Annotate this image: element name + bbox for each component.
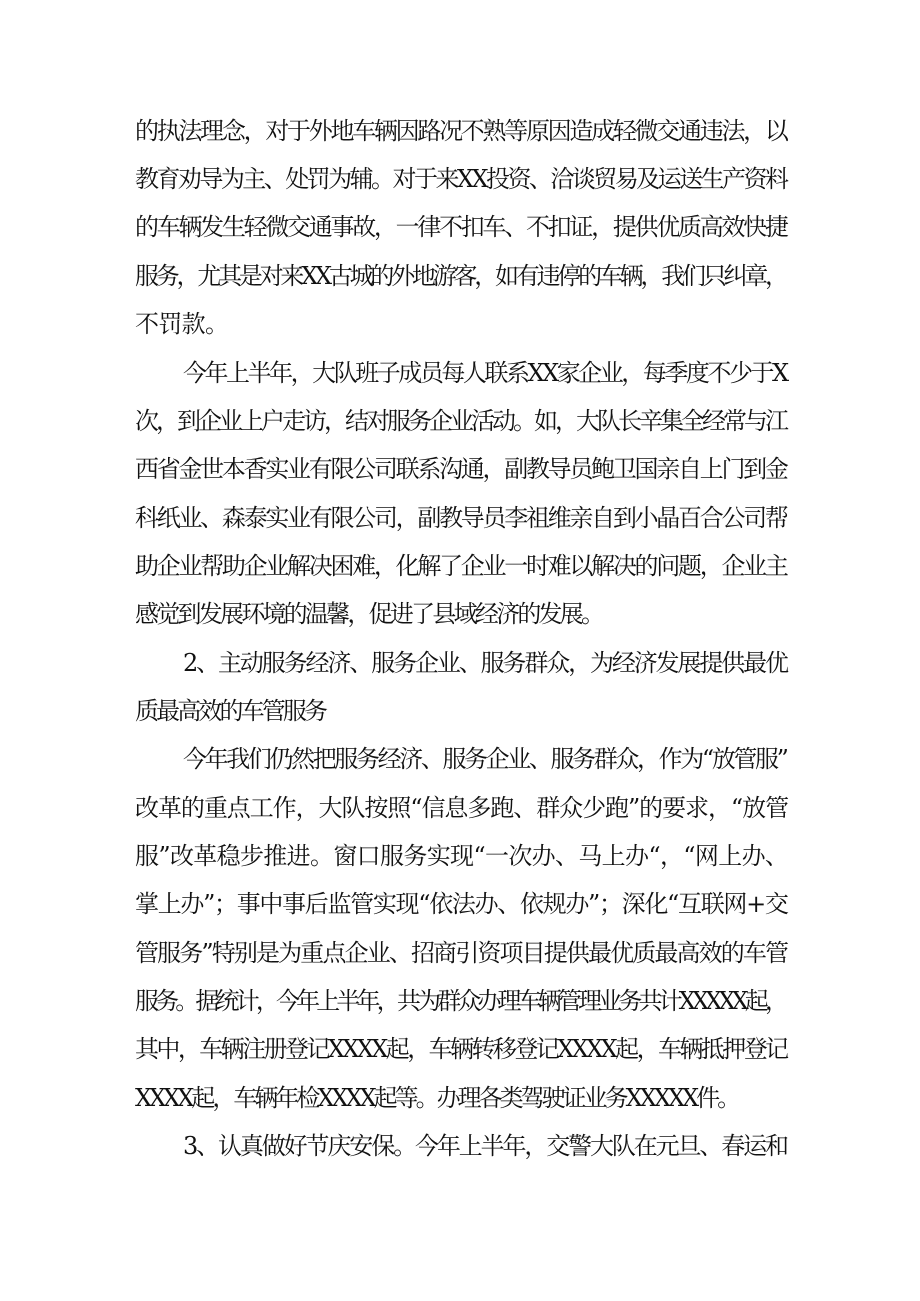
paragraph-line: XXXX起，车辆年检XXXX起等。办理各类驾驶证业务XXXXX件。 bbox=[135, 1084, 739, 1112]
paragraph-line: 的执法理念，对于外地车辆因路况不熟等原因造成轻微交通违法，以 bbox=[135, 117, 787, 145]
section-heading: 质最高效的车管服务 bbox=[135, 697, 326, 725]
paragraph-line: 的车辆发生轻微交通事故，一律不扣车、不扣证，提供优质高效快捷 bbox=[135, 213, 787, 241]
paragraph-line: 服务。据统计，今年上半年，共为群众办理车辆管理业务共计XXXXX起， bbox=[135, 987, 786, 1015]
paragraph-line: 改革的重点工作，大队按照“信息多跑、群众少跑”的要求，“放管 bbox=[135, 794, 789, 822]
section-heading: 2、主动服务经济、服务企业、服务群众，为经济发展提供最优 bbox=[183, 649, 787, 677]
paragraph-line: 感觉到发展环境的温馨，促进了县域经济的发展。 bbox=[135, 600, 603, 628]
paragraph-line: 不罚款。 bbox=[135, 310, 229, 338]
paragraph-line: 管服务”特别是为重点企业、招商引资项目提供最优质最高效的车管 bbox=[135, 939, 788, 967]
paragraph-line: 今年我们仍然把服务经济、服务企业、服务群众，作为“放管服” bbox=[183, 745, 787, 773]
paragraph-line: 科纸业、森泰实业有限公司，副教导员李祖维亲自到小晶百合公司帮 bbox=[135, 504, 787, 532]
paragraph-line: 西省金世本香实业有限公司联系沟通，副教导员鲍卫国亲自上门到金 bbox=[135, 455, 787, 483]
paragraph-line: 掌上办”；事中事后监管实现“依法办、依规办”；深化“互联网+交 bbox=[135, 890, 788, 918]
paragraph-line: 教育劝导为主、处罚为辅。对于来XX投资、洽谈贸易及运送生产资料 bbox=[135, 165, 787, 193]
paragraph-line: 服”改革稳步推进。窗口服务实现“一次办、马上办“，“网上办、 bbox=[135, 842, 789, 870]
paragraph-line: 其中，车辆注册登记XXXX起，车辆转移登记XXXX起，车辆抵押登记 bbox=[135, 1035, 787, 1063]
section-heading: 3、认真做好节庆安保。今年上半年，交警大队在元旦、春运和 bbox=[183, 1132, 787, 1160]
paragraph-line: 次，到企业上户走访，结对服务企业活动。如，大队长辛集全经常与江 bbox=[135, 407, 786, 435]
paragraph-line: 助企业帮助企业解决困难，化解了企业一时难以解决的问题，企业主 bbox=[135, 552, 787, 580]
paragraph-line: 今年上半年，大队班子成员每人联系XX家企业，每季度不少于X bbox=[183, 359, 787, 387]
paragraph-line: 服务，尤其是对来XX古城的外地游客，如有违停的车辆，我们只纠章， bbox=[135, 262, 786, 290]
